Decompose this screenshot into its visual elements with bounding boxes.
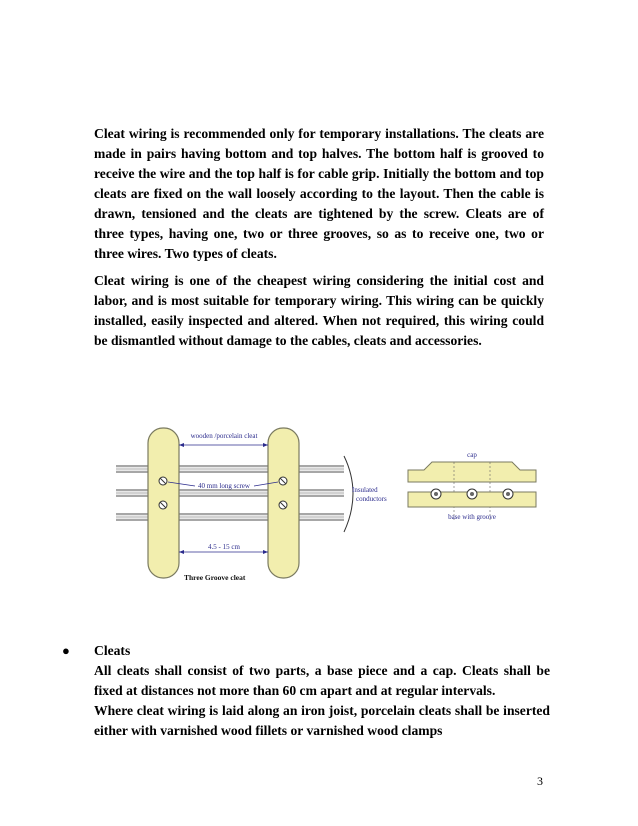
- label-spacing: 4.5 - 15 cm: [208, 543, 240, 551]
- bullet-body-line: Where cleat wiring is laid along an iron joist, porcelain cleats shall be inserted either with varnished wood fillets or varnished wood clamps: [94, 703, 550, 738]
- conductor-bracket: [344, 456, 353, 532]
- label-insulated-1: Insulated: [352, 486, 378, 494]
- label-cleat: wooden /porcelain cleat: [190, 432, 258, 440]
- cleat-cap: [408, 462, 536, 482]
- label-base: base with groove: [448, 513, 496, 521]
- list-item: [60, 641, 550, 741]
- label-insulated-2: conductors: [356, 495, 387, 503]
- bullet-body-line: All cleats shall consist of two parts, a base piece and a cap. Cleats shall be fixed at distances not more than 60 cm apart and at regular intervals.: [94, 663, 550, 698]
- page-number: 3: [537, 774, 543, 788]
- bullet-icon: ●: [62, 643, 70, 658]
- three-groove-cleat-figure: [112, 400, 542, 585]
- paragraph-cleat-wiring-advantages: Cleat wiring is one of the cheapest wiring considering the initial cost and labor, and is most suitable for temporary wiring. This wiring can be quickly installed, easily inspected and altered. When not required, this wiring could be dismantled without damage to the cables, cleats and accessories.: [94, 273, 544, 348]
- bullet-list: [60, 641, 550, 741]
- paragraph-cleat-wiring-intro: Cleat wiring is recommended only for temporary installations. The cleats are made in pairs having bottom and top halves. The bottom half is grooved to receive the wire and the top half is for cable grip. Initially the bottom and top cleats are fixed on the wall loosely according to the layout. Then the cable is drawn, tensioned and the cleats are tightened by the screw. Cleats are of three types, having one, two or three grooves, so as to receive one, two or three wires. Two types of cleats.: [94, 126, 544, 261]
- bullet-title: Cleats: [94, 643, 131, 658]
- label-screw: 40 mm long screw: [198, 482, 250, 490]
- label-cap: cap: [467, 451, 477, 459]
- figure-caption: Three Groove cleat: [184, 573, 246, 582]
